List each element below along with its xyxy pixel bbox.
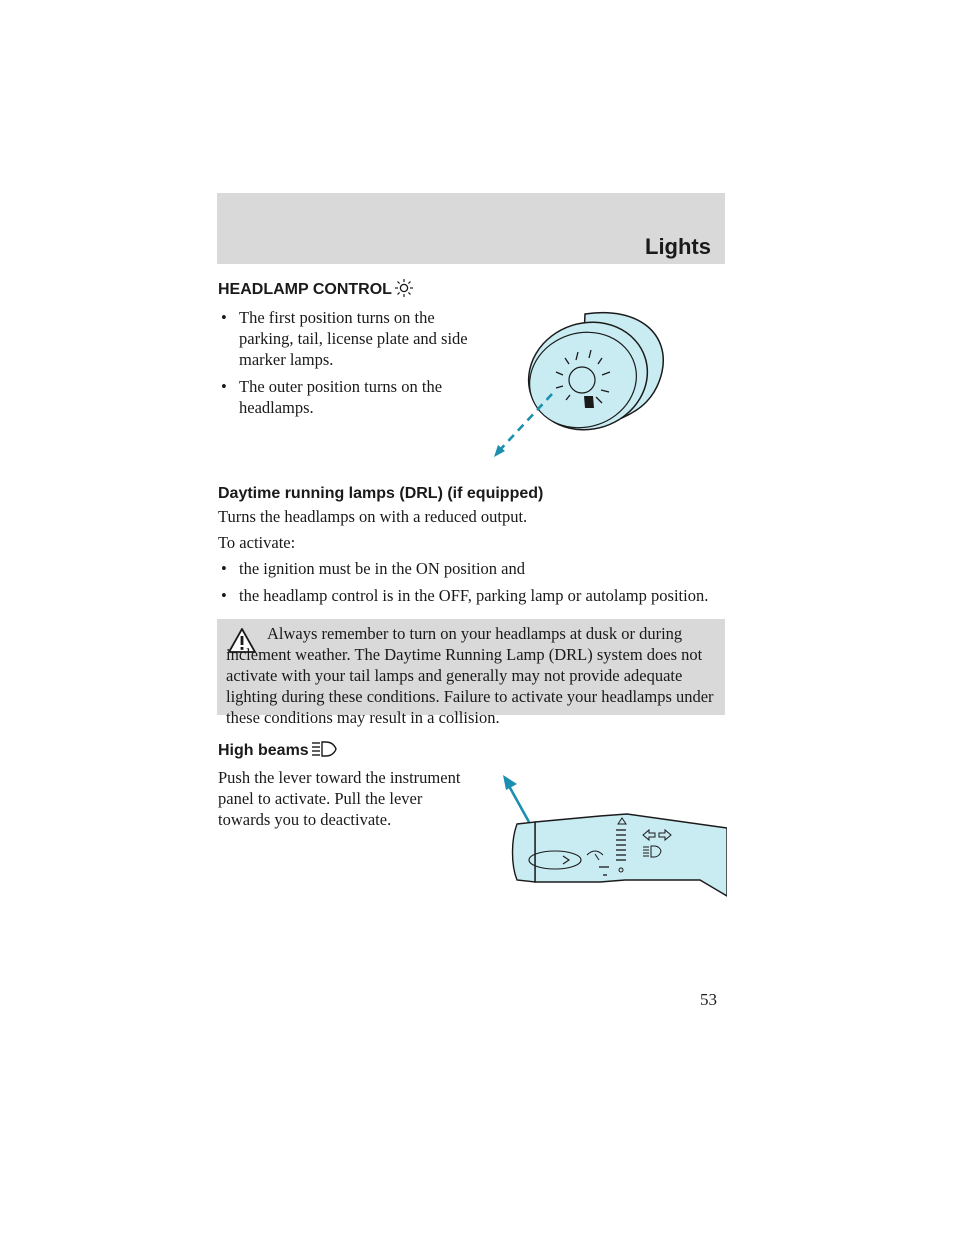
warning-box	[217, 619, 725, 727]
high-beams-text: Push the lever toward the instrument panel to activate. Pull the lever towards you to deactivate.	[218, 768, 461, 829]
list-item: • The outer position turns on the headlamps.	[221, 377, 443, 417]
headlamp-bullet-list	[218, 307, 468, 424]
list-item: • the ignition must be in the ON position and	[221, 559, 525, 578]
page-number: 53	[700, 990, 717, 1009]
headlamp-control-heading-text: HEADLAMP CONTROL	[218, 281, 392, 298]
high-beam-icon	[311, 740, 337, 758]
list-item: • the headlamp control is in the OFF, parking lamp or autolamp position.	[221, 586, 709, 605]
drl-heading: Daytime running lamps (DRL) (if equipped)	[218, 485, 544, 502]
drl-activate-label: To activate:	[218, 533, 296, 552]
high-beams-heading	[218, 742, 337, 760]
headlamp-knob-illustration	[490, 300, 680, 465]
turn-signal-lever-illustration	[495, 770, 727, 900]
headlamp-control-heading	[218, 281, 414, 299]
section-header-band	[217, 193, 725, 264]
high-beams-heading-text: High beams	[218, 742, 309, 759]
headlamp-sun-icon	[394, 278, 414, 298]
drl-bullet-list	[218, 558, 718, 612]
list-item: • The first position turns on the parking, tail, license plate and side marker lamps.	[221, 308, 468, 369]
warning-text: Always remember to turn on your headlamps at dusk or during inclement weather. The Daytime Running Lamp (DRL) system does not activate with your tail lamps and generally may not provide adequate lighting during these conditions. Failure to activate your headlamps under these conditions may result in a collision.	[226, 624, 714, 727]
section-title: Lights	[645, 234, 711, 259]
drl-intro: Turns the headlamps on with a reduced output.	[218, 507, 528, 526]
